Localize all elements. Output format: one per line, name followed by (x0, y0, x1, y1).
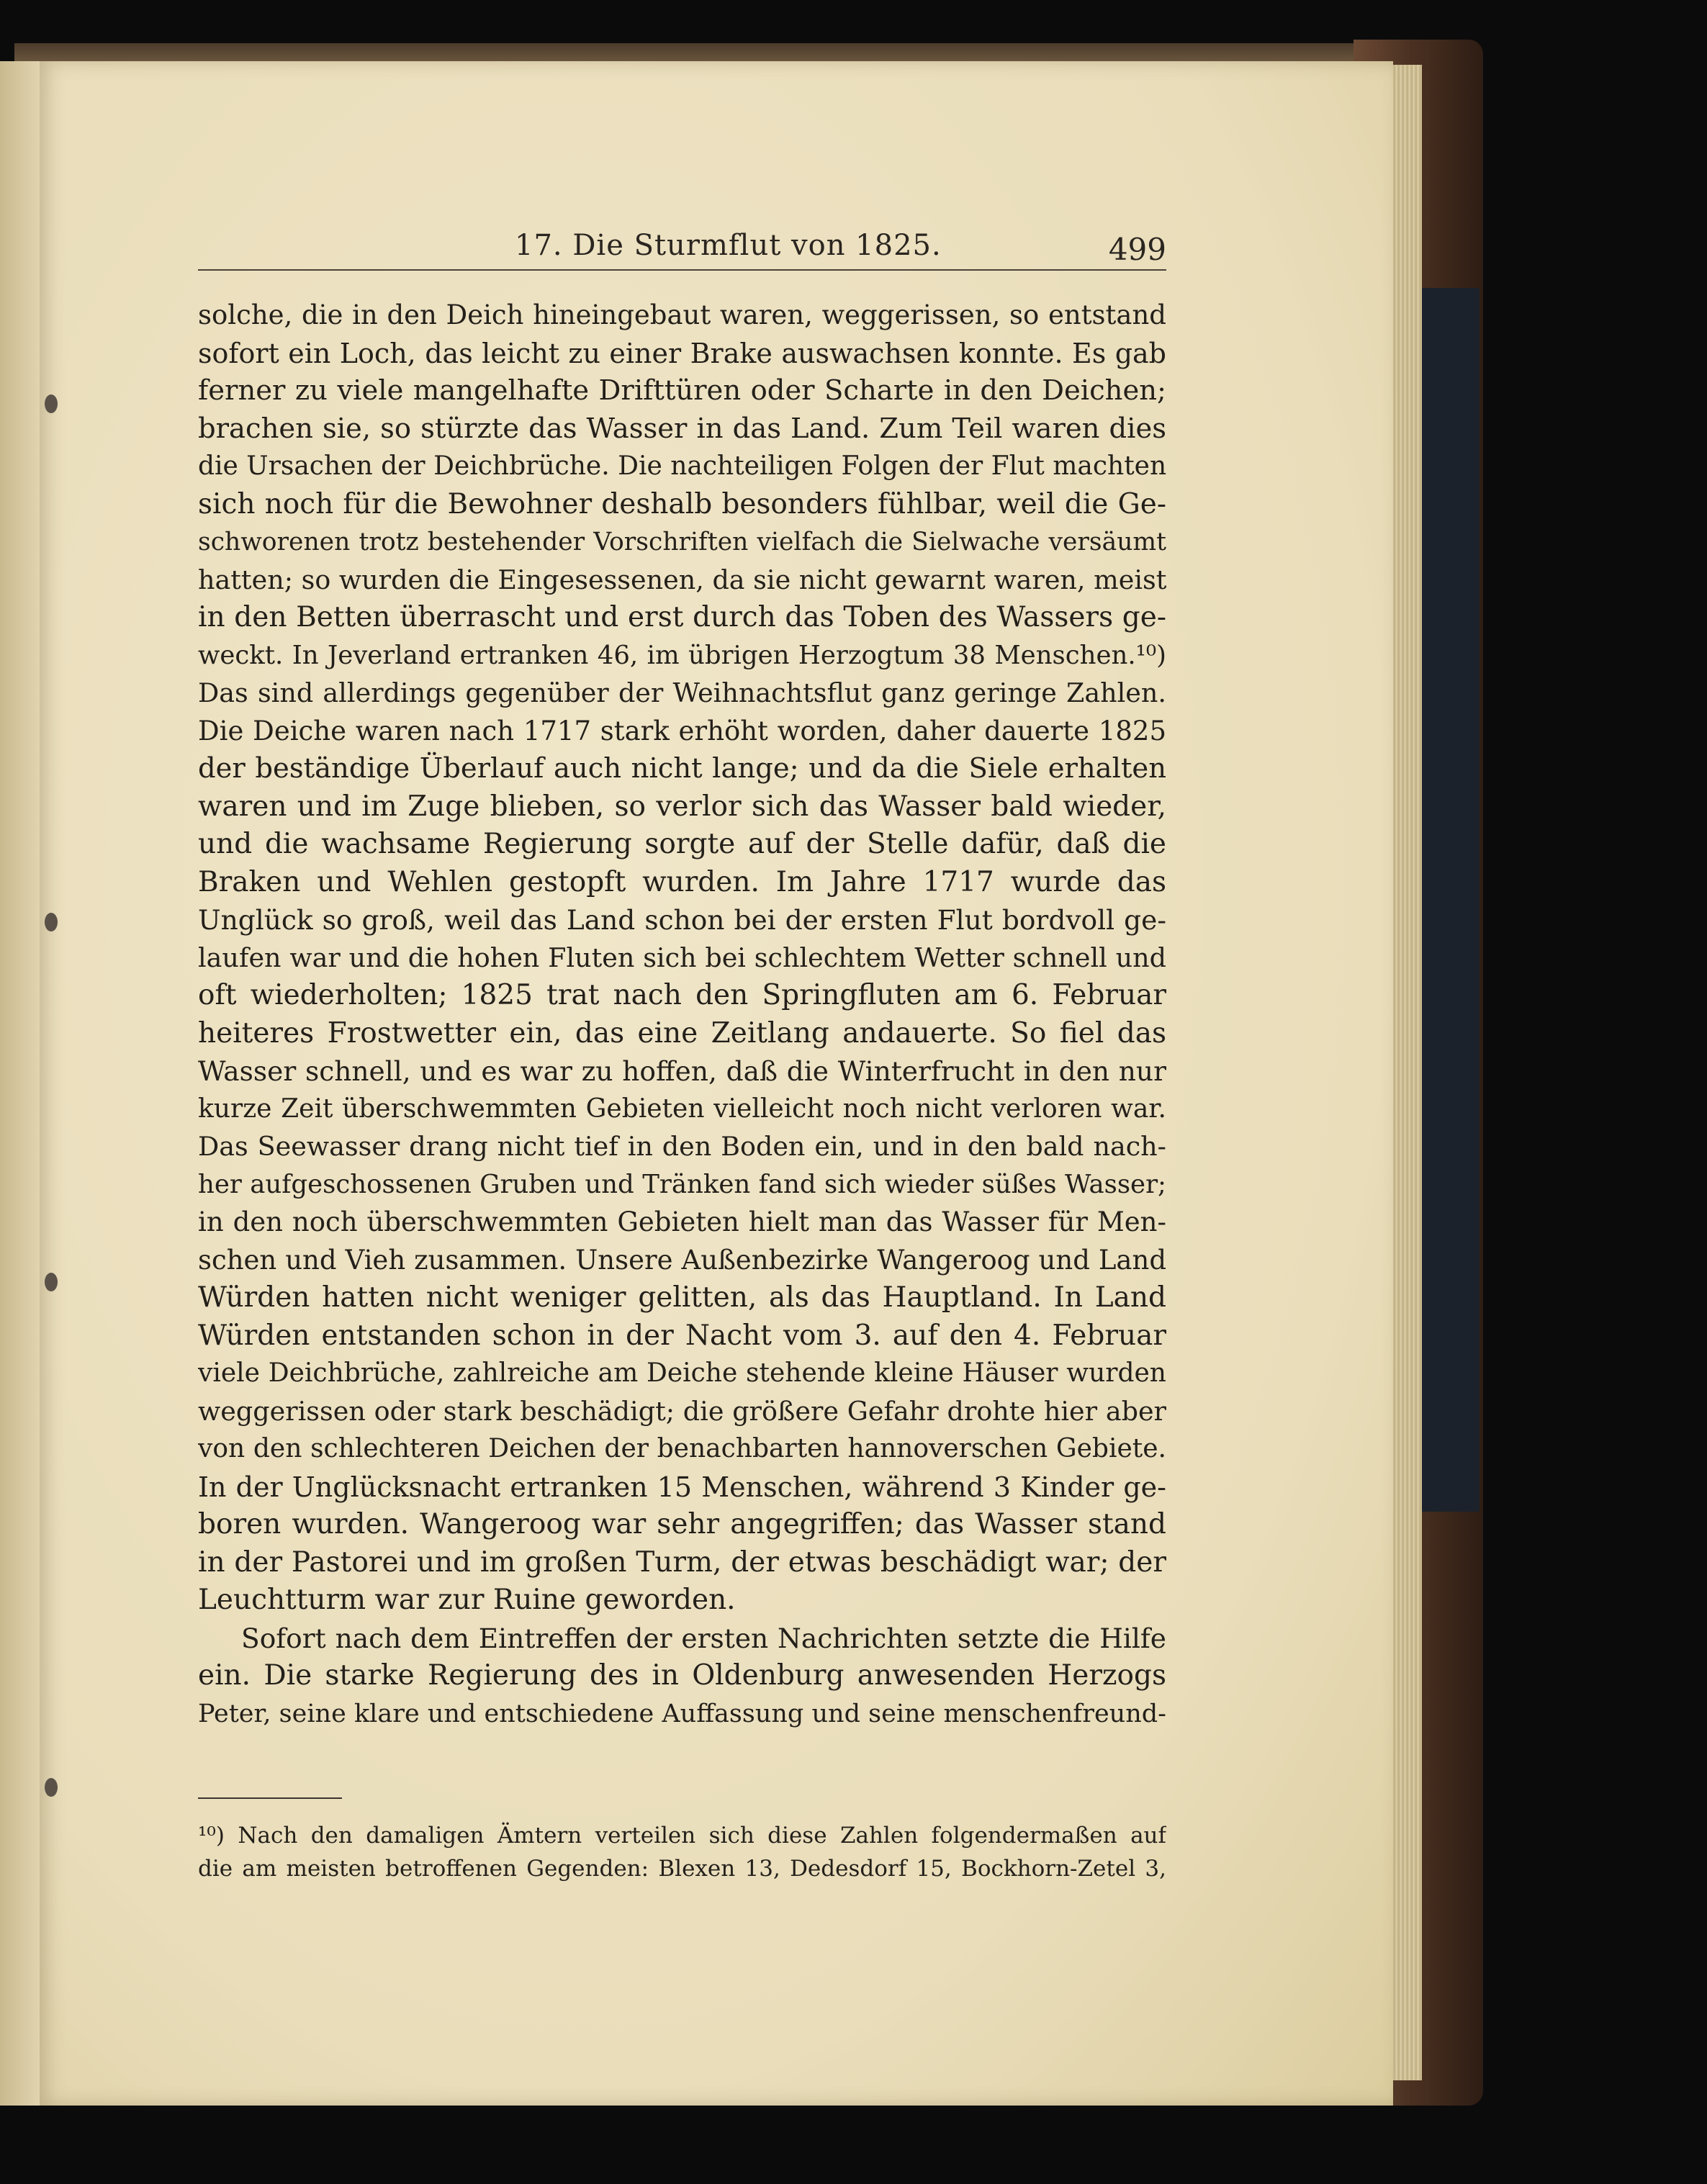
text-line: und die wachsame Regierung sorgte auf der Stelle dafür, daß die (198, 828, 1166, 860)
text-line: in den Betten überrascht und erst durch das Toben des Wassers ge- (198, 601, 1166, 633)
header-rule (198, 269, 1166, 271)
footnote (198, 1819, 1166, 1885)
text-line: schworenen trotz bestehender Vorschriften vielfach die Sielwache versäumt (198, 528, 1166, 556)
text-line: Das sind allerdings gegenüber der Weihnachtsflut ganz geringe Zahlen. (198, 677, 1166, 708)
text-line: boren wurden. Wangeroog war sehr angegriffen; das Wasser stand (198, 1508, 1166, 1540)
text-line: weggerissen oder stark beschädigt; die größere Gefahr drohte hier aber (198, 1395, 1166, 1427)
text-line: Unglück so groß, weil das Land schon bei der ersten Flut bordvoll ge- (198, 904, 1166, 936)
text-line: heiteres Frostwetter ein, das eine Zeitlang andauerte. So fiel das (198, 1016, 1166, 1050)
text-line: Würden entstanden schon in der Nacht vom 3. auf den 4. Februar (198, 1319, 1166, 1352)
footnote-line: ¹⁰) Nach den damaligen Ämtern verteilen sich diese Zahlen folgendermaßen auf (198, 1823, 1166, 1849)
text-line: sofort ein Loch, das leicht zu einer Brake auswachsen konnte. Es gab (198, 337, 1166, 369)
text-line: ferner zu viele mangelhafte Drifttüren oder Scharte in den Deichen; (198, 374, 1166, 407)
text-line: Braken und Wehlen gestopft wurden. Im Jahre 1717 wurde das (198, 865, 1166, 898)
text-line: schen und Vieh zusammen. Unsere Außenbezirke Wangeroog und Land (198, 1244, 1166, 1276)
text-line: Wasser schnell, und es war zu hoffen, daß die Winterfrucht in den nur (198, 1055, 1166, 1087)
footnote-line: die am meisten betroffenen Gegenden: Blexen 13, Dedesdorf 15, Bockhorn-Zetel 3, (198, 1856, 1166, 1882)
binding-hole (45, 1778, 58, 1797)
text-line: von den schlechteren Deichen der benachbarten hannoverschen Gebiete. (198, 1434, 1166, 1463)
footnote-rule (198, 1797, 342, 1799)
text-line: sich noch für die Bewohner deshalb besonders fühlbar, weil die Ge- (198, 487, 1166, 520)
text-line: Leuchtturm war zur Ruine geworden. (198, 1584, 736, 1616)
left-page-edge (0, 61, 43, 2106)
text-line: her aufgeschossenen Gruben und Tränken fand sich wieder süßes Wasser; (198, 1169, 1166, 1199)
binding-hole (45, 1273, 58, 1291)
text-line: in den noch überschwemmten Gebieten hielt man das Wasser für Men- (198, 1206, 1166, 1237)
running-header (198, 229, 1166, 269)
text-line: ein. Die starke Regierung des in Oldenburg anwesenden Herzogs (198, 1659, 1166, 1692)
text-line: oft wiederholten; 1825 trat nach den Springfluten am 6. Februar (198, 979, 1166, 1011)
text-line: brachen sie, so stürzte das Wasser in das Land. Zum Teil waren dies (198, 412, 1166, 445)
book-spine-band (1422, 288, 1479, 1512)
page-number: 499 (1108, 232, 1166, 267)
text-line: Das Seewasser drang nicht tief in den Boden ein, und in den bald nach- (198, 1131, 1166, 1162)
text-line: die Ursachen der Deichbrüche. Die nachteiligen Folgen der Flut machten (198, 451, 1166, 481)
text-line: kurze Zeit überschwemmten Gebieten vielleicht noch nicht verloren war. (198, 1093, 1166, 1124)
text-line: in der Pastorei und im großen Turm, der etwas beschädigt war; der (198, 1546, 1166, 1579)
text-line: waren und im Zuge blieben, so verlor sich das Wasser bald wieder, (198, 790, 1166, 823)
text-line: hatten; so wurden die Eingesessenen, da sie nicht gewarnt waren, meist (198, 564, 1166, 595)
text-line: laufen war und die hohen Fluten sich bei schlechtem Wetter schnell und (198, 942, 1166, 973)
text-line: Peter, seine klare und entschiedene Auffassung und seine menschenfreund- (198, 1699, 1166, 1728)
text-line: weckt. In Jeverland ertranken 46, im übrigen Herzogtum 38 Menschen.¹⁰) (198, 640, 1166, 670)
text-line: Sofort nach dem Eintreffen der ersten Nachrichten setzte die Hilfe (241, 1622, 1166, 1654)
binding-hole (45, 913, 58, 931)
body-text (198, 297, 1166, 1733)
text-line: viele Deichbrüche, zahlreiche am Deiche stehende kleine Häuser wurden (198, 1358, 1166, 1388)
text-line: Würden hatten nicht weniger gelitten, als das Hauptland. In Land (198, 1281, 1166, 1314)
text-line: Die Deiche waren nach 1717 stark erhöht worden, daher dauerte 1825 (198, 715, 1166, 746)
text-line: solche, die in den Deich hineingebaut waren, weggerissen, so entstand (198, 299, 1166, 330)
binding-hole (45, 394, 58, 413)
text-line: In der Unglücksnacht ertranken 15 Menschen, während 3 Kinder ge- (198, 1471, 1166, 1503)
text-line: der beständige Überlauf auch nicht lange; und da die Siele erhalten (198, 752, 1166, 785)
chapter-title: 17. Die Sturmflut von 1825. (515, 229, 942, 262)
